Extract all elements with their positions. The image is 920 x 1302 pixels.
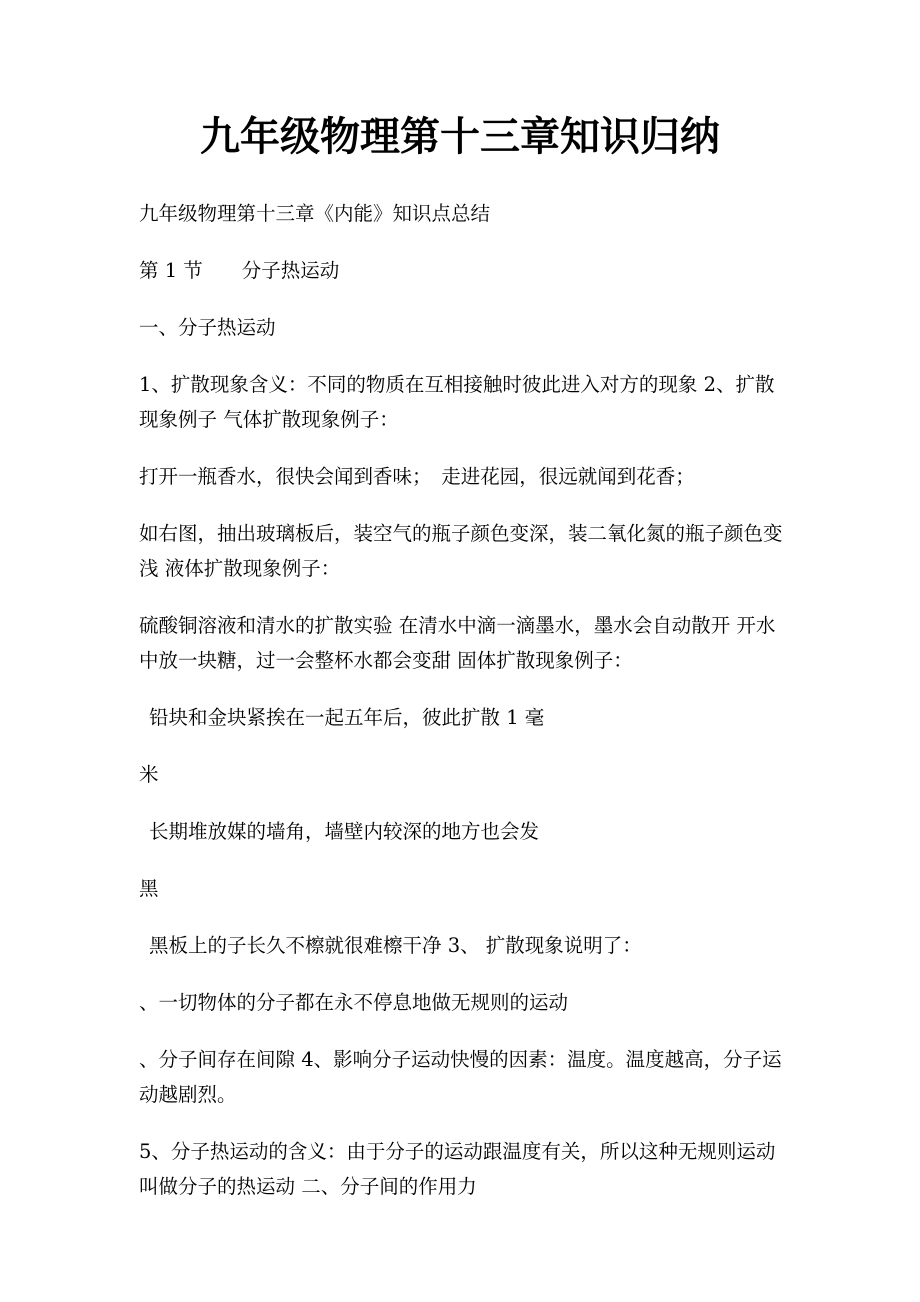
paragraph-solid-example-2-end: 黑 <box>139 877 159 900</box>
document-title: 九年级物理第十三章知识归纳 <box>200 113 720 160</box>
paragraph-solid-example-3: 黑板上的子长久不檫就很难檫干净 3、 扩散现象说明了： <box>149 934 642 957</box>
paragraph-subtitle: 九年级物理第十三章《内能》知识点总结 <box>139 202 491 225</box>
paragraph-conclusion-1: 、一切物体的分子都在永不停息地做无规则的运动 <box>139 991 569 1014</box>
paragraph-liquid-examples: 硫酸铜溶液和清水的扩散实验 在清水中滴一滴墨水，墨水会自动散开 开水中放一块糖，过一会整杯水都会变甜 固体扩散现象例子： <box>139 614 776 672</box>
paragraph-bottle-experiment: 如右图，抽出玻璃板后，装空气的瓶子颜色变深，装二氧化氮的瓶子颜色变浅 液体扩散现象例子： <box>139 522 783 580</box>
paragraph-section-heading: 第 1 节 分子热运动 <box>139 259 340 282</box>
paragraph-gas-examples: 打开一瓶香水，很快会闻到香味； 走进花园，很远就闻到花香； <box>139 465 695 488</box>
paragraph-solid-example-2: 长期堆放媒的墙角，墙壁内较深的地方也会发 <box>149 820 540 843</box>
paragraph-thermal-motion: 5、分子热运动的含义：由于分子的运动跟温度有关，所以这种无规则运动叫做分子的热运动 二、分子间的作用力 <box>139 1140 776 1198</box>
paragraph-conclusion-2: 、分子间存在间隙 4、影响分子运动快慢的因素：温度。温度越高，分子运动越剧烈。 <box>139 1048 782 1106</box>
document-body <box>139 196 789 1204</box>
paragraph-solid-example-1: 铅块和金块紧挨在一起五年后，彼此扩散 1 毫 <box>149 706 545 729</box>
paragraph-subheading: 一、分子热运动 <box>139 316 276 339</box>
paragraph-diffusion-definition: 1、扩散现象含义：不同的物质在互相接触时彼此进入对方的现象 2、扩散现象例子 气体扩散现象例子： <box>139 373 775 431</box>
paragraph-solid-example-1-end: 米 <box>139 763 159 786</box>
